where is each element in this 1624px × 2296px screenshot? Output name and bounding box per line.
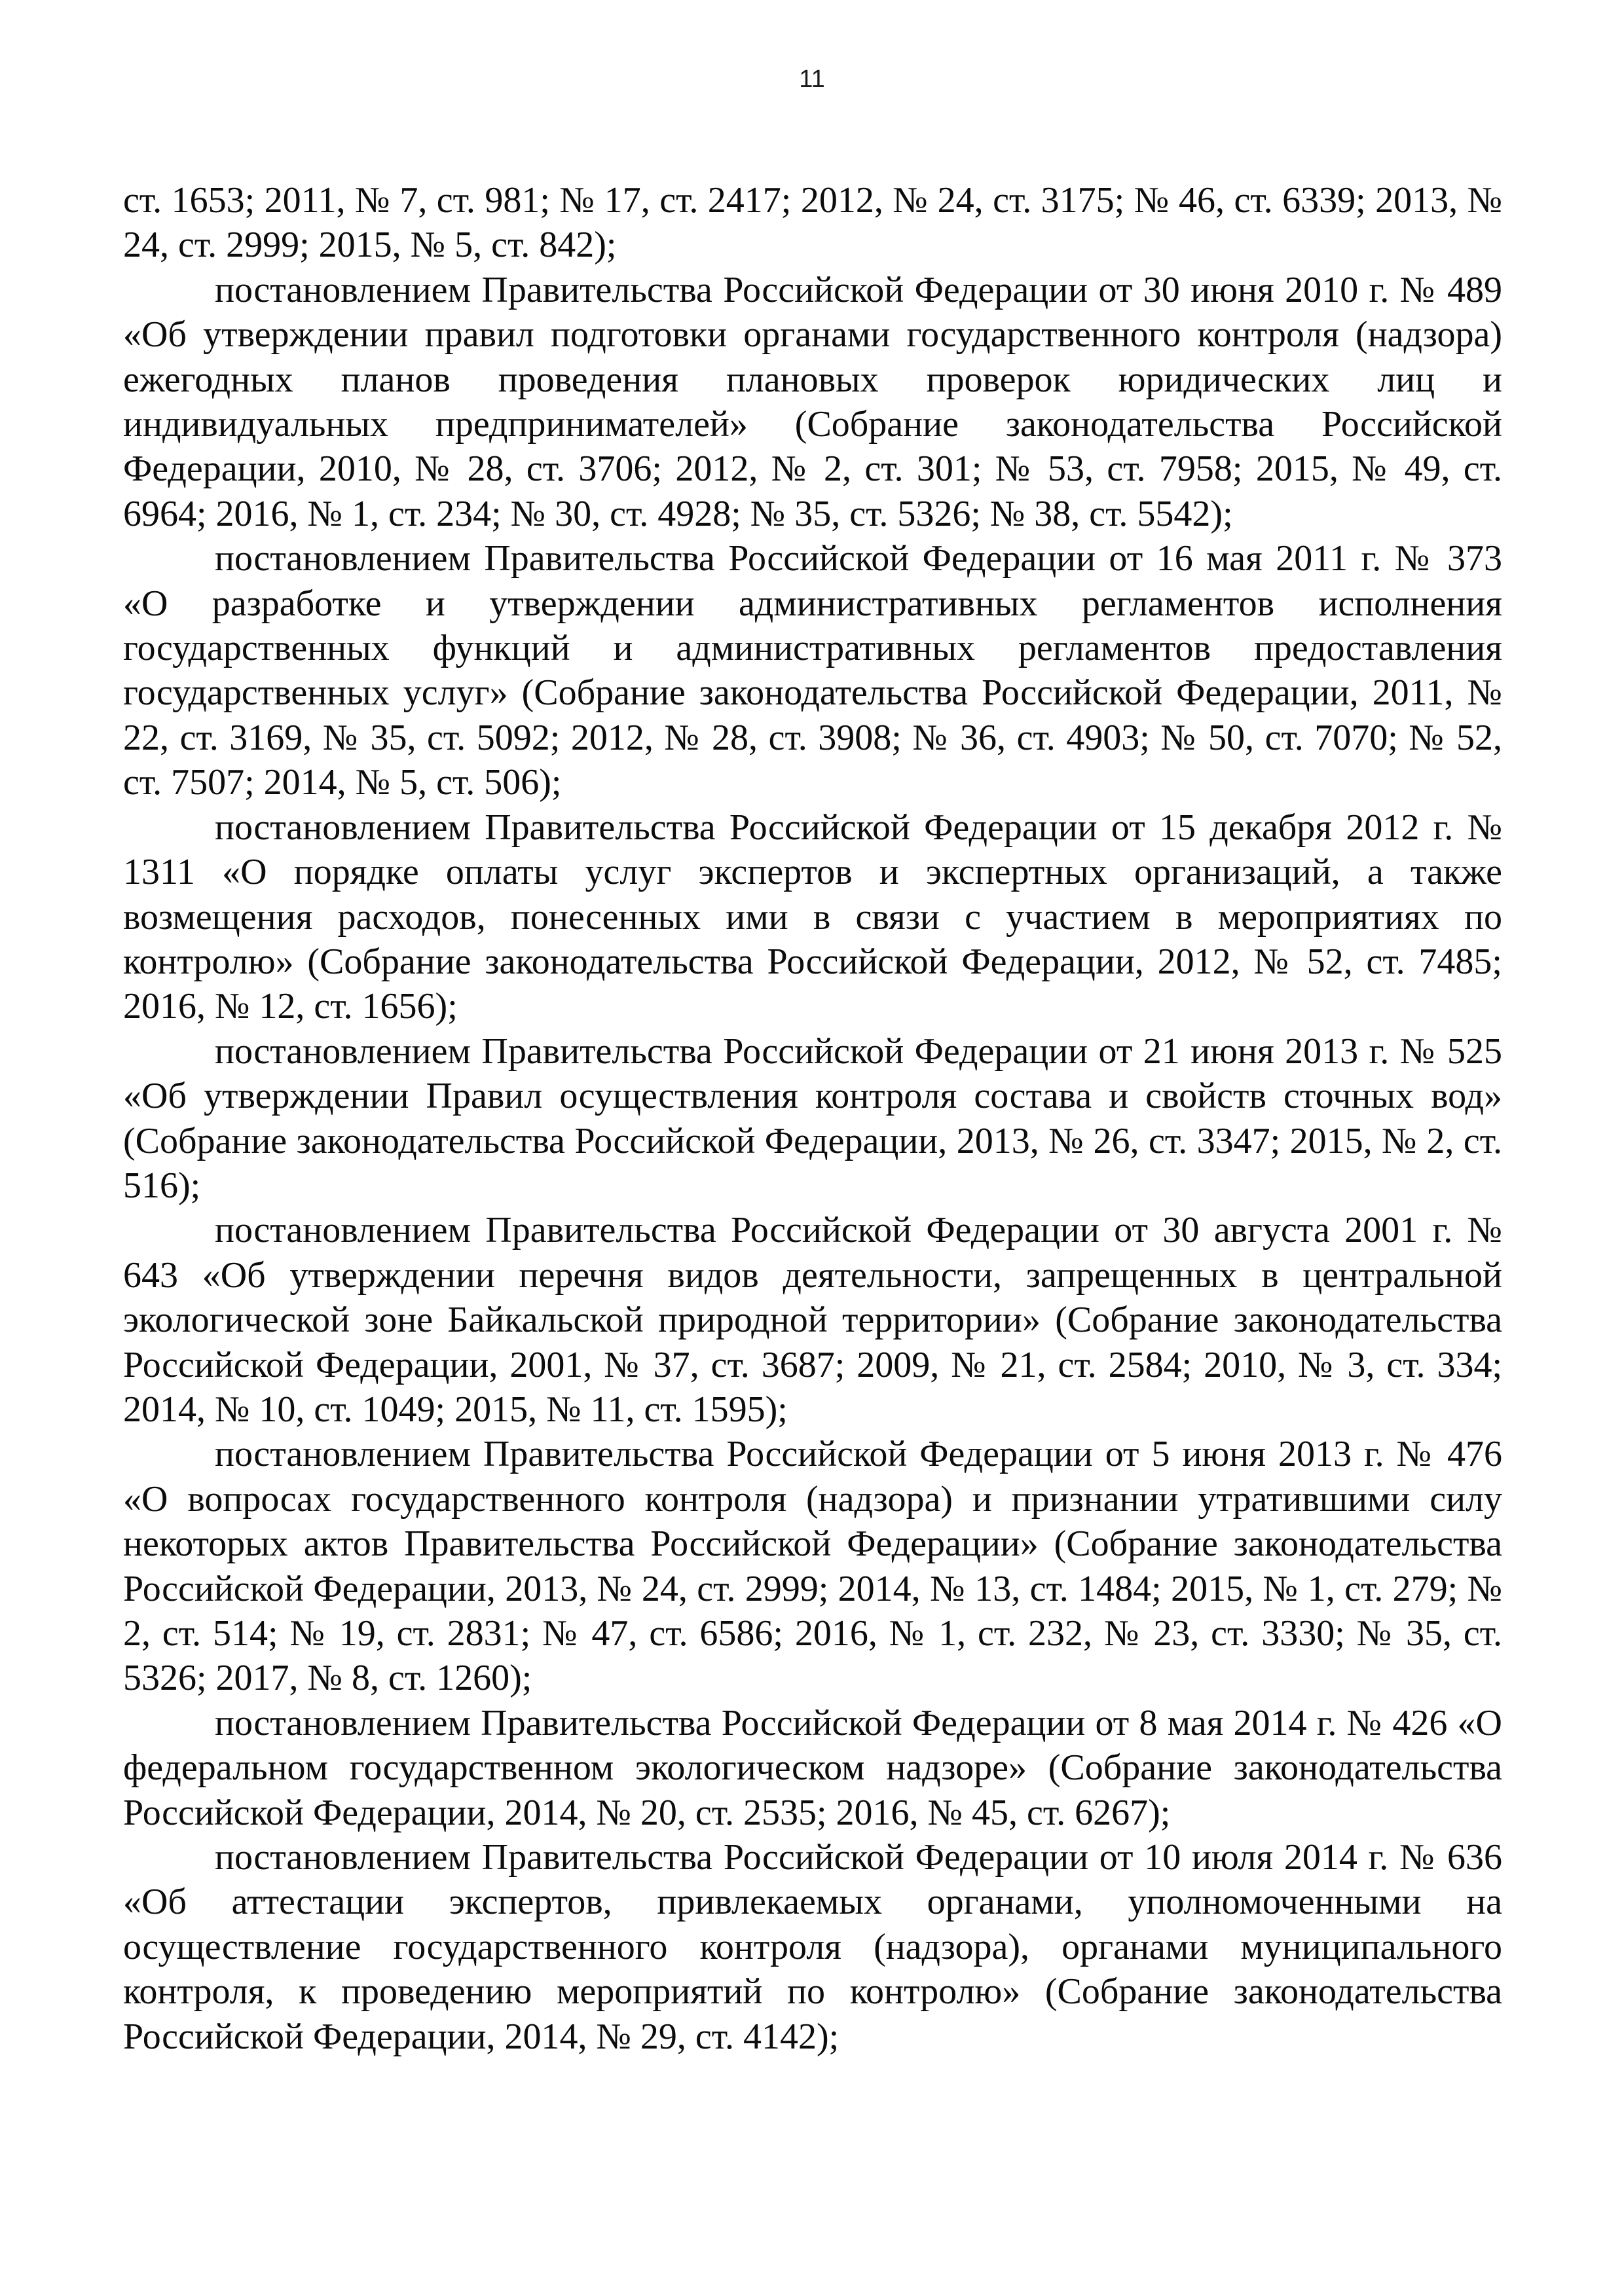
paragraph-decree-636: постановлением Правительства Российской Федерации от 10 июля 2014 г. № 636 «Об аттестации экспертов, привлекаемых органами, уполномоченными на осуществление государственного контроля (надзора), органами муниципального контроля, к проведению мероприятий по контролю» (Собрание законодательства Российской Федерации, 2014, № 29, ст. 4142); <box>123 1837 1502 2057</box>
paragraph-continuation: ст. 1653; 2011, № 7, ст. 981; № 17, ст. 2417; 2012, № 24, ст. 3175; № 46, ст. 6339; 2013, № 24, ст. 2999; 2015, № 5, ст. 842); <box>123 180 1502 266</box>
paragraph-decree-489: постановлением Правительства Российской Федерации от 30 июня 2010 г. № 489 «Об утверждении правил подготовки органами государственного контроля (надзора) ежегодных планов проведения плановых проверок юридических лиц и индивидуальных предпринимателей» (Собрание законодательства Российской Федерации, 2010, № 28, ст. 3706; 2012, № 2, ст. 301; № 53, ст. 7958; 2015, № 49, ст. 6964; 2016, № 1, ст. 234; № 30, ст. 4928; № 35, ст. 5326; № 38, ст. 5542); <box>123 269 1502 534</box>
paragraph-decree-525: постановлением Правительства Российской Федерации от 21 июня 2013 г. № 525 «Об утверждении Правил осуществления контроля состава и свойств сточных вод» (Собрание законодательства Российской Федерации, 2013, № 26, ст. 3347; 2015, № 2, ст. 516); <box>123 1030 1502 1206</box>
page-number: 11 <box>799 65 825 93</box>
paragraph-decree-1311: постановлением Правительства Российской Федерации от 15 декабря 2012 г. № 1311 «О порядке оплаты услуг экспертов и экспертных организаций, а также возмещения расходов, понесенных ими в связи с участием в мероприятиях по контролю» (Собрание законодательства Российской Федерации, 2012, № 52, ст. 7485; 2016, № 12, ст. 1656); <box>123 807 1502 1027</box>
paragraph-decree-373: постановлением Правительства Российской Федерации от 16 мая 2011 г. № 373 «О разработке и утверждении административных регламентов исполнения государственных функций и административных регламентов предоставления государственных услуг» (Собрание законодательства Российской Федерации, 2011, № 22, ст. 3169, № 35, ст. 5092; 2012, № 28, ст. 3908; № 36, ст. 4903; № 50, ст. 7070; № 52, ст. 7507; 2014, № 5, ст. 506); <box>123 538 1502 803</box>
paragraph-decree-476: постановлением Правительства Российской Федерации от 5 июня 2013 г. № 476 «О вопросах государственного контроля (надзора) и признании утратившими силу некоторых актов Правительства Российской Федерации» (Собрание законодательства Российской Федерации, 2013, № 24, ст. 2999; 2014, № 13, ст. 1484; 2015, № 1, ст. 279; № 2, ст. 514; № 19, ст. 2831; № 47, ст. 6586; 2016, № 1, ст. 232, № 23, ст. 3330; № 35, ст. 5326; 2017, № 8, ст. 1260); <box>123 1434 1502 1699</box>
paragraph-decree-426: постановлением Правительства Российской Федерации от 8 мая 2014 г. № 426 «О федеральном государственном экологическом надзоре» (Собрание законодательства Российской Федерации, 2014, № 20, ст. 2535; 2016, № 45, ст. 6267); <box>123 1702 1502 1833</box>
document-body <box>123 178 1502 2059</box>
paragraph-decree-643: постановлением Правительства Российской Федерации от 30 августа 2001 г. № 643 «Об утверждении перечня видов деятельности, запрещенных в центральной экологической зоне Байкальской природной территории» (Собрание законодательства Российской Федерации, 2001, № 37, ст. 3687; 2009, № 21, ст. 2584; 2010, № 3, ст. 334; 2014, № 10, ст. 1049; 2015, № 11, ст. 1595); <box>123 1210 1502 1430</box>
